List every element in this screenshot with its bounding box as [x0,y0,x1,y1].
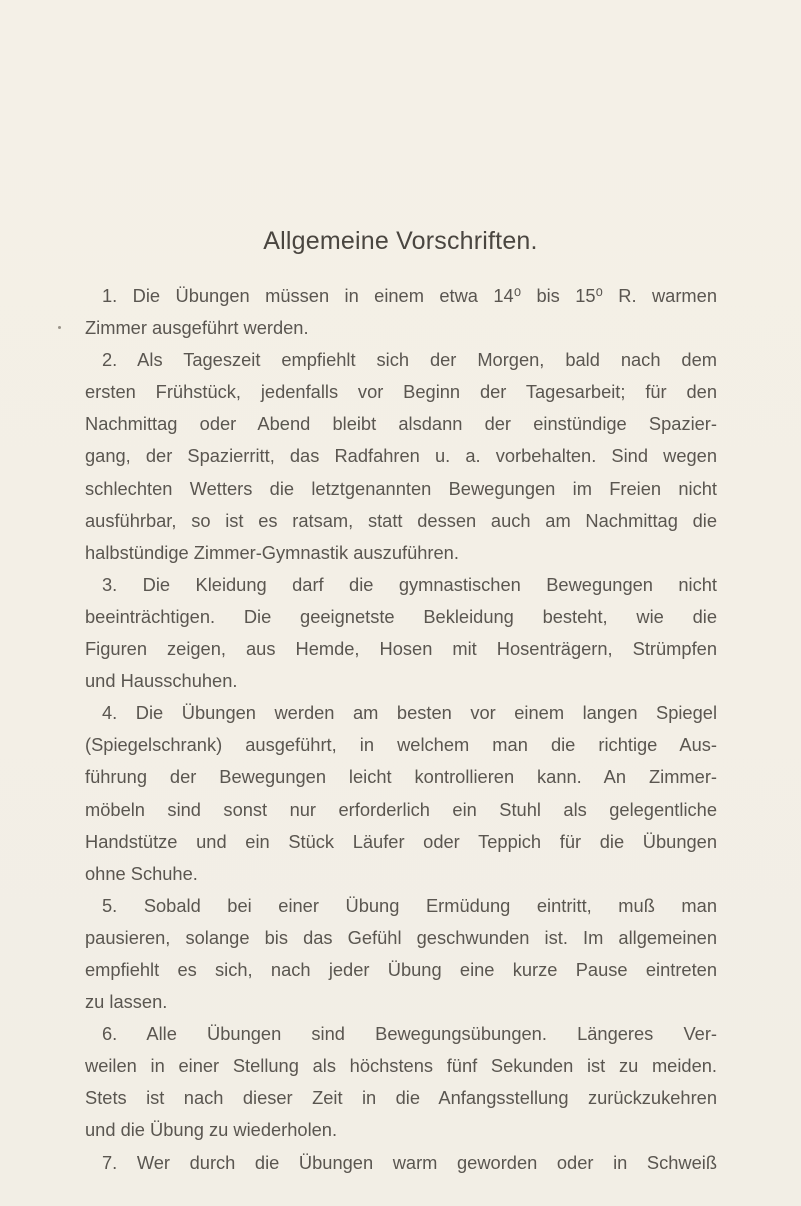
text-line: Zimmer ausgeführt werden. [85,317,309,339]
text-line: Handstütze und ein Stück Läufer oder Teppich für die Übungen [85,830,717,852]
text-line: beeinträchtigen. Die geeignetste Bekleidung besteht, wie die [85,605,717,627]
text-line: und die Übung zu wiederholen. [85,1119,338,1141]
text-line: möbeln sind sonst nur erforderlich ein Stuhl als gelegentliche [85,798,717,820]
text-line: und Hausschuhen. [85,670,238,692]
text-line: Nachmittag oder Abend bleibt alsdann der einstündige Spazier- [85,413,717,435]
text-line: 1. Die Übungen müssen in einem etwa 14⁰ bis 15⁰ R. warmen [102,285,717,306]
text-line: gang, der Spazierritt, das Radfahren u. a. vorbehalten. Sind wegen [85,445,717,467]
page-title: Allgemeine Vorschriften. [263,227,538,255]
text-line: ausführbar, so ist es ratsam, statt dessen auch am Nachmittag die [85,509,717,531]
text-line: weilen in einer Stellung als höchstens fünf Sekunden ist zu meiden. [85,1055,717,1077]
text-line: ersten Frühstück, jedenfalls vor Beginn der Tagesarbeit; für den [85,381,717,403]
text-line: halbstündige Zimmer-Gymnastik auszuführen. [85,541,459,563]
body-text [85,280,717,1179]
text-line: zu lassen. [85,991,168,1013]
text-line: 3. Die Kleidung darf die gymnastischen Bewegungen nicht [102,573,717,595]
text-line: pausieren, solange bis das Gefühl geschwunden ist. Im allgemeinen [85,926,717,948]
text-line: empfiehlt es sich, nach jeder Übung eine kurze Pause eintreten [85,958,717,980]
text-line: 5. Sobald bei einer Übung Ermüdung eintritt, muß man [102,894,717,916]
text-line: Stets ist nach dieser Zeit in die Anfangsstellung zurückzukehren [85,1087,717,1109]
text-line: ohne Schuhe. [85,862,198,884]
text-line: 7. Wer durch die Übungen warm geworden oder in Schweiß [102,1151,717,1173]
text-line: Figuren zeigen, aus Hemde, Hosen mit Hosenträgern, Strümpfen [85,638,717,660]
paper-speck [58,326,61,329]
text-line: führung der Bewegungen leicht kontrollieren kann. An Zimmer- [85,766,717,788]
text-line: 4. Die Übungen werden am besten vor einem langen Spiegel [102,702,717,724]
text-line: (Spiegelschrank) ausgeführt, in welchem man die richtige Aus- [85,734,717,756]
text-line: schlechten Wetters die letztgenannten Bewegungen im Freien nicht [85,477,717,499]
text-line: 6. Alle Übungen sind Bewegungsübungen. Längeres Ver- [102,1023,717,1045]
text-line: 2. Als Tageszeit empfiehlt sich der Morgen, bald nach dem [102,349,717,371]
